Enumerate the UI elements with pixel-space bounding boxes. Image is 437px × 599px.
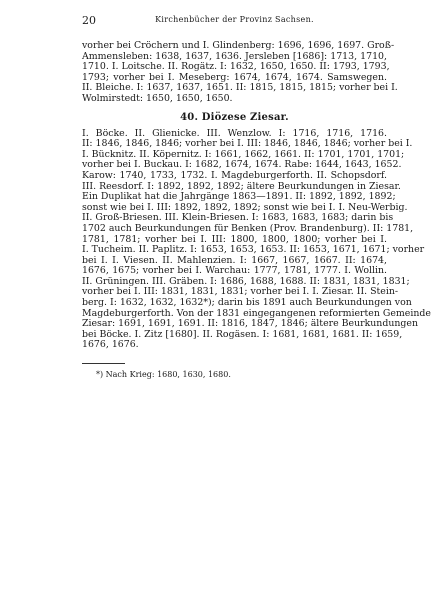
text-line: II. Groß-Briesen. III. Klein-Briesen. I: 1683, 1683, 1683; darin bis: [82, 212, 394, 224]
text-line: Wolmirstedt: 1650, 1650, 1650.: [82, 92, 233, 104]
paragraph-ziesar: [82, 127, 431, 351]
text-line: I. Tucheim. II. Paplitz. I: 1653, 1653, 1653. II: 1653, 1671, 1671; vorher: [82, 244, 425, 256]
text-line: Ein Duplikat hat die Jahrgänge 1863—1891. II: 1892, 1892, 1892;: [82, 191, 396, 203]
text-line: II. Grüningen. III. Gräben. I: 1686, 1688, 1688. II: 1831, 1831, 1831;: [82, 275, 410, 287]
text-line: berg. I: 1632, 1632, 1632*); darin bis 1891 auch Beurkundungen von: [82, 297, 412, 309]
text-line: 1676, 1675; vorher bei I. Warchau: 1777, 1781, 1777. I. Wollin.: [82, 265, 387, 277]
text-line: bei Böcke. I. Zitz [1680]. II. Rogäsen. I: 1681, 1681, 1681. II: 1659,: [82, 328, 403, 340]
text-line: vorher bei I. III: 1831, 1831, 1831; vorher bei I. I. Ziesar. II. Stein-: [82, 286, 399, 298]
footnote: *) Nach Krieg: 1680, 1630, 1680.: [96, 370, 231, 380]
text-line: II. Bleiche. I: 1637, 1637, 1651. II: 1815, 1815, 1815; vorher bei I.: [82, 82, 398, 94]
page-number: 20: [82, 14, 96, 27]
text-line: sonst wie bei I. III: 1892, 1892, 1892; sonst wie bei I. I. Neu-Werbig.: [82, 201, 408, 213]
text-line: 1793; vorher bei I. Meseberg: 1674, 1674, 1674. Samswegen.: [82, 71, 387, 83]
text-line: 1710. I. Loitsche. II. Rogätz. I: 1632, 1650, 1650. II: 1793, 1793,: [82, 61, 390, 73]
text-line: I. Böcke. II. Glienicke. III. Wenzlow. I: 1716, 1716, 1716.: [82, 127, 387, 139]
running-head: Kirchenbücher der Provinz Sachsen.: [155, 15, 314, 24]
text-line: Ammensleben: 1638, 1637, 1636. Jersleben [1686]: 1713, 1710,: [82, 50, 387, 62]
text-line: 1676, 1676.: [82, 339, 139, 351]
page-header: [82, 14, 387, 28]
body-text: [82, 40, 431, 380]
text-line: III. Reesdorf. I: 1892, 1892, 1892; ältere Beurkundungen in Ziesar.: [82, 180, 401, 192]
text-line: I. Bücknitz. II. Köpernitz. I: 1661, 1662, 1661. II: 1701, 1701, 1701;: [82, 148, 405, 160]
text-line: bei I. I. Viesen. II. Mahlenzien. I: 1667, 1667, 1667. II: 1674,: [82, 254, 387, 266]
text-line: Magdeburgerforth. Von der 1831 eingegangenen reformierten Gemeinde: [82, 307, 431, 319]
section-heading: 40. Diözese Ziesar.: [180, 111, 289, 123]
footnote-rule: [82, 363, 125, 364]
text-line: 1702 auch Beurkundungen für Benken (Prov. Brandenburg). II: 1781,: [82, 222, 414, 234]
text-line: Ziesar: 1691, 1691, 1691. II: 1816, 1847, 1846; ältere Beurkundungen: [82, 318, 419, 330]
text-line: Karow: 1740, 1733, 1732. I. Magdeburgerforth. II. Schopsdorf.: [82, 169, 387, 181]
text-line: 1781, 1781; vorher bei I. III: 1800, 1800, 1800; vorher bei I.: [82, 233, 387, 245]
paragraph-wolmirstedt: [82, 40, 398, 105]
text-line: II: 1846, 1846, 1846; vorher bei I. III: 1846, 1846, 1846; vorher bei I.: [82, 138, 413, 150]
text-line: vorher bei Cröchern und I. Glindenberg: 1696, 1696, 1697. Groß-: [82, 40, 395, 51]
text-line: vorher bei I. Buckau. I: 1682, 1674, 1674. Rabe: 1644, 1643, 1652.: [82, 159, 402, 171]
